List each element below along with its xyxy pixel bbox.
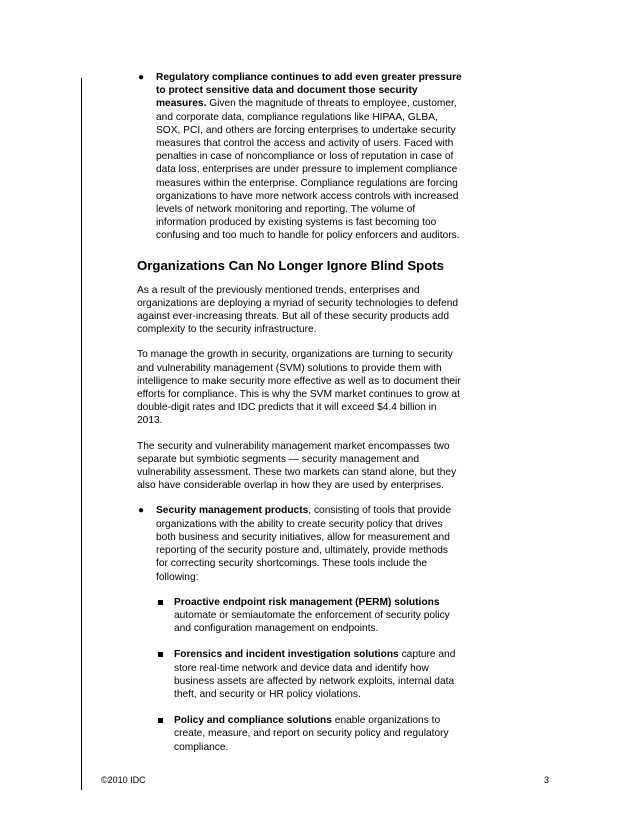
sub-item-lead: Proactive endpoint risk management (PERM) solutions	[174, 596, 440, 608]
sub-item-perm	[156, 596, 462, 636]
page-body	[137, 71, 462, 767]
sub-item-forensics	[156, 648, 462, 701]
bullet-regulatory-compliance	[137, 71, 462, 243]
sub-item-policy-compliance	[156, 714, 462, 754]
square-bullet-icon	[158, 652, 163, 657]
bullet-dot-icon: ●	[138, 505, 145, 517]
bullet-lead: Regulatory compliance continues to add even greater pressure to protect sensitive data and document those security measures.	[156, 72, 462, 110]
paragraph: To manage the growth in security, organizations are turning to security and vulnerability management (SVM) solutions to provide them with intelligence to make security more effective as well as to document their efforts for compliance. This is why the SVM market continues to grow at double-digit rates and IDC predicts that it will exceed $4.4 billion in 2013.	[137, 349, 461, 427]
sub-item-lead: Policy and compliance solutions	[174, 715, 332, 727]
sub-item-text: capture and store real-time network and device data and identify how business assets are affected by network exploits, internal data theft, and security or HR policy violations.	[174, 649, 456, 700]
sub-bullet-list	[156, 596, 462, 754]
square-bullet-icon	[158, 600, 163, 605]
sub-item-lead: Forensics and incident investigation solutions	[174, 649, 399, 661]
top-bullet-list	[137, 71, 462, 243]
sub-item-text: enable organizations to create, measure, and report on security policy and regulatory compliance.	[174, 715, 449, 753]
square-bullet-icon	[158, 718, 163, 723]
bullet-security-management	[137, 504, 462, 753]
security-management-list	[137, 504, 462, 753]
page-number: 3	[544, 775, 550, 785]
footer-copyright: ©2010 IDC	[101, 775, 146, 785]
bullet-text: Given the magnitude of threats to employee, customer, and corporate data, compliance regulations like HIPAA, GLBA, SOX, PCI, and others are forcing enterprises to undertake security measures that control the access and activity of users. Faced with penalties in case of noncompliance or loss of reputation in case of data loss, enterprises are under pressure to implement compliance measures within the enterprise. Compliance regulations are forcing organizations to have more network access controls with increased levels of network monitoring and reporting. The volume of information produced by existing systems is fast becoming too confusing and too much to handle for policy enforcers and auditors.	[156, 98, 460, 242]
bullet-lead: Security management products	[156, 505, 309, 517]
bullet-dot-icon: ●	[138, 72, 145, 83]
margin-rule	[81, 78, 82, 790]
paragraph: The security and vulnerability management market encompasses two separate but symbiotic segments — security management and vulnerability assessment. These two markets can stand alone, but they also have considerable overlap in how they are used by enterprises.	[137, 440, 457, 492]
sub-item-text: automate or semiautomate the enforcement of security policy and configuration management on endpoints.	[174, 609, 450, 635]
paragraph: As a result of the previously mentioned trends, enterprises and organizations are deploying a myriad of security technologies to defend against ever-increasing threats. But all of these security products add complexity to the security infrastructure.	[137, 284, 459, 336]
section-heading: Organizations Can No Longer Ignore Blind Spots	[137, 257, 444, 273]
bullet-text: , consisting of tools that provide organizations with the ability to create security policy that drives both business and security initiatives, allow for measurement and reporting of the security posture and, ultimately, provide methods for correcting security shortcomings. These tools include the following:	[156, 505, 452, 583]
